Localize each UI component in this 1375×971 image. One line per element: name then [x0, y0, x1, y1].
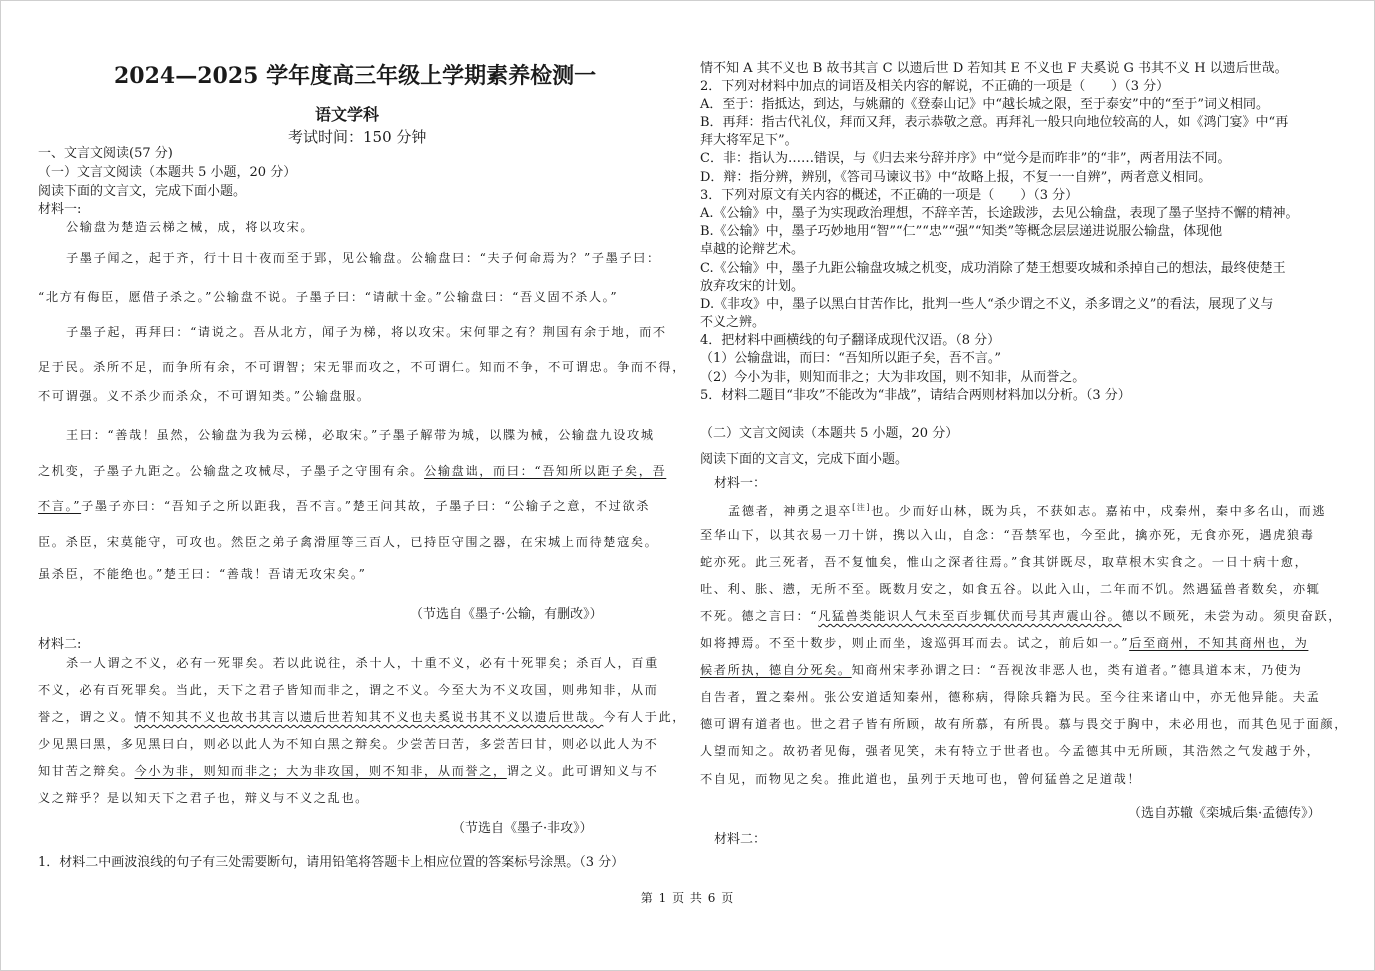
subject-title: 语文学科	[315, 105, 380, 124]
underlined-sentence-3b: 候者所执，德自分死矣。	[700, 663, 852, 677]
passage-line: “北方有侮臣，愿借子杀之。”公输盘不说。子墨子曰：“请献十金。”公输盘曰：“吾义固不杀人。”	[38, 290, 619, 304]
part1-instruction: 阅读下面的文言文，完成下面小题。	[38, 184, 247, 199]
passage-line: 杀一人谓之不义，必有一死罪矣。若以此说往，杀十人，十重不义，必有十死罪矣；杀百人，百重	[66, 656, 659, 670]
passage-segment: 子墨子亦曰：“吾知子之所以距我，吾不言。”楚王问其故，子墨子曰：“公输子之意，不过欲杀	[81, 499, 650, 513]
passage-line: 足于民。杀所不足，而争所有余，不可谓智；宋无罪而攻之，不可谓仁。知而不争，不可谓忠。争而不得，	[38, 360, 687, 374]
part2-material1-source: （选自苏辙《栾城后集·孟德传》）	[1128, 806, 1321, 821]
q3-option-a: A.《公输》中，墨子为实现政治理想，不辞辛苦，长途跋涉，去见公输盘，表现了墨子坚持不懈的精神。	[700, 206, 1299, 221]
q2-option-d: D．辩：指分辨，辨别，《答司马谏议书》中“故略上报，不复一一自辨”，两者意义相同。	[700, 170, 1212, 185]
passage-line	[38, 497, 650, 515]
question-1: 1．材料二中画波浪线的句子有三处需要断句，请用铅笔将答题卡上相应位置的答案标号涂黑。（3 分）	[38, 855, 625, 870]
passage-segment: 谓之义。此可谓知义与不	[506, 764, 659, 778]
wavy-underlined-sentence: 凡猛兽类能识人气未至百步辄伏而号其声震山谷。	[818, 609, 1122, 623]
underlined-sentence-3a: 后至商州，不知其商州也，为	[1129, 636, 1309, 650]
passage-line: 公输盘为楚造云梯之械，成，将以攻宋。	[66, 220, 315, 234]
passage-line: 吐、利、胀、懑，无所不至。既数月安之，如食五谷。以此入山，二年而不饥。然遇猛兽者数矣，亦辄	[700, 582, 1321, 596]
passage-line	[700, 634, 1308, 652]
passage-segment: 孟德者，神勇之退卒	[728, 504, 853, 519]
question-3: 3．下列对原文有关内容的概述，不正确的一项是（ ）（3 分）	[700, 188, 1079, 203]
section-heading: 一、文言文阅读(57 分)	[38, 146, 173, 161]
footer-mid: 页 共	[672, 891, 703, 905]
passage-line	[38, 462, 666, 480]
passage-segment: 今有人于此，	[603, 710, 687, 724]
wavy-underlined-sentence: 情不知其不义也故书其言以遗后世若知其不义也夫奚说书其不义以遗后世哉。	[134, 710, 604, 724]
passage-line: 不可谓强。义不杀少而杀众，不可谓知类。”公输盘服。	[38, 389, 371, 403]
question-2: 2．下列对材料中加点的词语及相关内容的解说，不正确的一项是（ ）（3 分）	[700, 79, 1170, 94]
footer-prefix: 第	[640, 891, 654, 905]
exam-time: 考试时间：150 分钟	[288, 128, 427, 146]
passage-segment: 如将搏焉。不至十数步，则止而坐，逡巡弭耳而去。试之，前后如一。”	[700, 636, 1130, 650]
passage-line: 义之辩乎？是以知天下之君子也，辩义与不义之乱也。	[38, 791, 369, 805]
passage-line: 王曰：“善哉！虽然，公输盘为我为云梯，必取宋。”子墨子解带为城，以牒为械，公输盘九设攻城	[66, 428, 655, 442]
q3-option-c: C.《公输》中，墨子九距公输盘攻城之机变，成功消除了楚王想要攻城和杀掉自己的想法，最终使楚王	[700, 261, 1286, 276]
passage-segment: 之机变，子墨子九距之。公输盘之攻械尽，子墨子之守围有余。	[38, 464, 425, 478]
passage-line: 至华山下，以其衣易一刀十饼，携以入山，自念：“吾禁军也，今至此，擒亦死，无食亦死，遇虎狼毒	[700, 528, 1315, 542]
part2-instruction: 阅读下面的文言文，完成下面小题。	[700, 452, 909, 467]
part2-material2-label: 材料二：	[714, 832, 767, 847]
footer-suffix: 页	[721, 891, 735, 905]
q3-option-b-cont: 卓越的论辩艺术。	[700, 242, 805, 257]
passage-line	[728, 499, 1326, 520]
question-4: 4．把材料中画横线的句子翻译成现代汉语。（8 分）	[700, 333, 1001, 348]
passage-line	[38, 708, 686, 726]
q2-option-b-cont: 拜大将军足下”。	[700, 133, 798, 148]
q3-option-d-cont: 不义之辨。	[700, 315, 766, 330]
q3-option-b: B.《公输》中，墨子巧妙地用“智”“仁”“忠”“强”“知类”等概念层层递进说服公输盘，体现他	[700, 224, 1223, 239]
part2-material1-label: 材料一：	[714, 476, 767, 491]
total-pages: 6	[707, 891, 717, 905]
q1-options: 情不知 A 其不义也 B 故书其言 C 以遗后世 D 若知其 E 不义也 F 夫奚说 G 书其不义 H 以遗后世哉。	[700, 61, 1288, 76]
exam-title: 2024—2025 学年度高三年级上学期素养检测一	[114, 63, 597, 89]
part1-heading: （一）文言文阅读（本题共 5 小题，20 分）	[38, 165, 297, 180]
q4-item-2: （2）今小为非，则知而非之；大为非攻国，则不知非，从而誉之。	[700, 370, 1086, 385]
passage-segment: 也。少而好山林，既为兵，不获如志。嘉祐中，戍秦州，秦中多名山，而逃	[871, 504, 1327, 519]
passage-segment: 不死。德之言曰：“	[700, 609, 819, 623]
passage-line: 德可谓有道者也。世之君子皆有所顾，故有所慕，有所畏。慕与畏交于胸中，未必用也，而其色见于面颜，	[700, 717, 1349, 731]
passage-line	[38, 762, 658, 780]
passage-line: 蛇亦死。此三死者，吾不复恤矣，惟山之深者往焉。”食其饼既尽，取草根木实食之。一日十病十愈，	[700, 555, 1309, 569]
passage-segment: 德以不顾死，未尝为动。须臾奋跃，	[1121, 609, 1343, 623]
underlined-sentence-1a: 公输盘诎，而曰：“吾知所以距子矣，吾	[424, 464, 667, 478]
passage-line: 人望而知之。故礽者见侮，强者见笑，未有特立于世者也。今孟德其中无所顾，其浩然之气发越于外，	[700, 744, 1321, 758]
material1-source: （节选自《墨子·公输，有删改》）	[410, 607, 603, 622]
page-footer	[0, 889, 1375, 906]
passage-line: 不义，必有百死罪矣。当此，天下之君子皆知而非之，谓之不义。今至大为不义攻国，则弗知非，从而	[38, 683, 659, 697]
material2-label: 材料二:	[38, 637, 82, 652]
material2-source: （节选自《墨子·非攻》）	[452, 821, 593, 836]
passage-line	[700, 607, 1342, 625]
passage-line: 子墨子起，再拜曰：“请说之。吾从北方，闻子为梯，将以攻宋。宋何罪之有？荆国有余于地，而不	[66, 325, 667, 339]
passage-line	[700, 661, 1302, 679]
part2-heading: （二）文言文阅读（本题共 5 小题，20 分）	[700, 426, 959, 441]
passage-segment: 誉之，谓之义。	[38, 710, 135, 724]
material1-label: 材料一:	[38, 202, 82, 217]
passage-line: 虽杀臣，不能绝也。”楚王曰：“善哉！吾请无攻宋矣。”	[38, 567, 367, 581]
passage-segment: 知商州宋孝孙谓之曰：“吾视汝非恶人也，类有道者。”德具道本末，乃使为	[851, 663, 1303, 677]
passage-line: 不自见，而物见之矣。推此道也，虽列于天地可也，曾何猛兽之足道哉！	[700, 772, 1142, 786]
underlined-sentence-1b: 不言。”	[38, 499, 82, 513]
question-5: 5．材料二题目“非攻”不能改为“非战”，请结合两则材料加以分析。（3 分）	[700, 388, 1131, 403]
q3-option-c-cont: 放弃攻宋的计划。	[700, 279, 805, 294]
q2-option-b: B．再拜：指古代礼仪，拜而又拜，表示恭敬之意。再拜礼一般只向地位较高的人，如《鸿门宴》中“再	[700, 115, 1289, 130]
passage-line: 自告者，置之秦州。张公安道适知秦州，德称病，得除兵籍为民。至今往来诸山中，亦无他异能。夫孟	[700, 690, 1321, 704]
underlined-sentence-2: 今小为非，则知而非之；大为非攻国，则不知非，从而誉之，	[134, 764, 507, 778]
passage-line: 子墨子闻之，起于齐，行十日十夜而至于郢，见公输盘。公输盘曰：“夫子何命焉为？”子墨子曰：	[66, 251, 661, 265]
q4-item-1: （1）公输盘诎，而曰：“吾知所以距子矣，吾不言。”	[700, 351, 1002, 366]
footnote-marker: [注]	[852, 503, 872, 512]
passage-line: 少见黑曰黑，多见黑曰白，则必以此人为不知白黑之辩矣。少尝苦曰苦，多尝苦曰甘，则必以此人为不	[38, 737, 659, 751]
passage-line: 臣。杀臣，宋莫能守，可攻也。然臣之弟子禽滑厘等三百人，已持臣守围之器，在宋城上而待楚寇矣。	[38, 535, 659, 549]
q2-option-c: C．非：指认为……错误，与《归去来兮辞并序》中“觉今是而昨非”的“非”，两者用法不同。	[700, 151, 1231, 166]
q3-option-d: D.《非攻》中，墨子以黑白甘苦作比，批判一些人“杀少谓之不义，杀多谓之义”的看法，展现了义与	[700, 297, 1274, 312]
passage-segment: 知甘苦之辩矣。	[38, 764, 135, 778]
q2-option-a: A．至于：指抵达，到达，与姚鼐的《登泰山记》中“越长城之限，至于泰安”中的“至于”词义相同。	[700, 97, 1269, 112]
current-page-number: 1	[658, 891, 668, 905]
